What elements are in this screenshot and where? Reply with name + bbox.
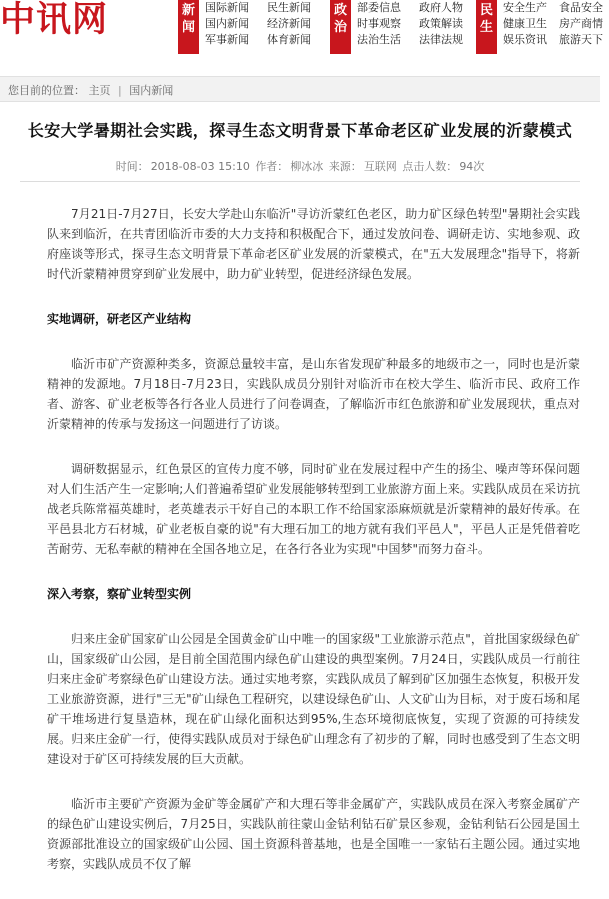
category-news-tab[interactable] xyxy=(178,0,199,54)
nav-link-policy-interpretation[interactable]: 政策解读 xyxy=(419,17,463,30)
meta-clicks: 94次 xyxy=(459,160,485,173)
nav-link-production-safety[interactable]: 安全生产 xyxy=(503,1,547,14)
site-header xyxy=(0,0,603,58)
meta-author: 柳冰冰 xyxy=(290,160,324,173)
nav-link-domestic-news[interactable]: 国内新闻 xyxy=(205,17,249,30)
breadcrumb-label: 您目前的位置： xyxy=(8,84,85,97)
meta-author-label: 作者： xyxy=(255,160,289,173)
politics-links xyxy=(357,0,481,48)
nav-link-entertainment[interactable]: 娱乐资讯 xyxy=(503,33,547,46)
breadcrumb-separator: | xyxy=(118,84,122,97)
nav-link-livelihood-news[interactable]: 民生新闻 xyxy=(267,1,311,14)
nav-link-economy-news[interactable]: 经济新闻 xyxy=(267,17,311,30)
nav-link-health[interactable]: 健康卫生 xyxy=(503,17,547,30)
site-logo[interactable]: 中讯网 xyxy=(0,0,109,40)
meta-clicks-label: 点击人数： xyxy=(402,160,458,173)
breadcrumb-home-link[interactable]: 主页 xyxy=(88,84,111,97)
nav-link-travel[interactable]: 旅游天下 xyxy=(559,33,603,46)
article-meta xyxy=(0,158,600,174)
article-paragraph: 归来庄金矿国家矿山公园是全国黄金矿山中唯一的国家级"工业旅游示范点"，首批国家级绿色矿山，国家级矿山公园，是目前全国范围内绿色矿山建设的典型案例。7月24日，实践队成员一行前往归来庄金矿考察绿色矿山建设方法。通过实地考察，实践队成员了解到矿区加强生态恢复，积极开发工业旅游资源，进行"三无"矿山绿色工程研究，以建设绿色矿山、人文矿山为目标，对于废石场和尾矿干堆场进行复垦造林，现在矿山绿化面积达到95%,生态环境彻底恢复，实现了资源的可持续发展。归来庄金矿一行，使得实践队成员对于绿色矿山理念有了初步的了解，同时也感受到了生态文明建设对于矿区可持续发展的巨大贡献。 xyxy=(47,632,580,766)
breadcrumb-bar xyxy=(0,76,600,102)
nav-link-government-people[interactable]: 政府人物 xyxy=(419,1,463,14)
meta-time-label: 时间： xyxy=(115,160,149,173)
article-body xyxy=(47,204,580,899)
section-heading: 实地调研，研老区产业结构 xyxy=(47,312,192,326)
news-links xyxy=(205,0,329,48)
article-title: 长安大学暑期社会实践，探寻生态文明背景下革命老区矿业发展的沂蒙模式 xyxy=(27,121,573,140)
category-livelihood-tab[interactable] xyxy=(476,0,497,54)
section-heading: 深入考察，察矿业转型实例 xyxy=(47,587,192,601)
article-paragraph: 调研数据显示，红色景区的宣传力度不够，同时矿业在发展过程中产生的扬尘、噪声等环保问题对人们生活产生一定影响;人们普遍希望矿业发展能够转型到工业旅游方面上来。实践队成员在采访抗战老兵陈常福英雄时，老英雄表示干好自己的本职工作不给国家添麻烦就是沂蒙精神的最好传承。在平邑县北方石材城，矿业老板自豪的说"有大理石加工的地方就有我们平邑人"，平邑人正是凭借着吃苦耐劳、无私奉献的精神在全国各地立足，在各行各业为实现"中国梦"而努力奋斗。 xyxy=(47,462,580,556)
article-paragraph: 临沂市矿产资源种类多，资源总量较丰富，是山东省发现矿种最多的地级市之一，同时也是沂蒙精神的发源地。7月18日-7月23日，实践队成员分别针对临沂市在校大学生、临沂市民、政府工作者、游客、矿业老板等各行各业人员进行了问卷调查，了解临沂市红色旅游和矿业发展现状，重点对沂蒙精神的传承与发扬这一问题进行了访谈。 xyxy=(47,357,580,431)
nav-link-real-estate[interactable]: 房产商情 xyxy=(559,17,603,30)
nav-link-international-news[interactable]: 国际新闻 xyxy=(205,1,249,14)
nav-link-sports-news[interactable]: 体育新闻 xyxy=(267,33,311,46)
livelihood-links xyxy=(503,0,609,48)
nav-link-ministry-info[interactable]: 部委信息 xyxy=(357,1,401,14)
meta-source: 互联网 xyxy=(363,160,397,173)
title-divider xyxy=(20,181,580,182)
meta-time: 2018-08-03 15:10 xyxy=(150,160,250,173)
category-politics-tab[interactable] xyxy=(330,0,351,54)
nav-link-laws-regulations[interactable]: 法律法规 xyxy=(419,33,463,46)
breadcrumb-domestic-news-link[interactable]: 国内新闻 xyxy=(129,84,174,97)
category-livelihood-label: 民生 xyxy=(479,3,493,35)
category-politics-label: 政治 xyxy=(333,3,347,35)
breadcrumb xyxy=(8,82,173,98)
category-news-label: 新闻 xyxy=(181,3,195,35)
nav-link-legal-life[interactable]: 法治生活 xyxy=(357,33,401,46)
meta-source-label: 来源： xyxy=(328,160,362,173)
nav-link-food-safety[interactable]: 食品安全 xyxy=(559,1,603,14)
nav-link-military-news[interactable]: 军事新闻 xyxy=(205,33,249,46)
article-paragraph: 临沂市主要矿产资源为金矿等金属矿产和大理石等非金属矿产，实践队成员在深入考察金属矿产的绿色矿山建设实例后，7月25日，实践队前往蒙山金钻利钻石矿景区参观，金钻利钻石公园是国土资源部批准设立的国家级矿山公园、国土资源科普基地，也是全国唯一一家钻石主题公园。通过实地考察，实践队成员不仅了解 xyxy=(47,797,580,871)
nav-link-current-affairs[interactable]: 时事观察 xyxy=(357,17,401,30)
article-paragraph: 7月21日-7月27日，长安大学赴山东临沂"寻访沂蒙红色老区，助力矿区绿色转型"暑期社会实践队来到临沂，在共青团临沂市委的大力支持和积极配合下，通过发放问卷、调研走访、实地参观、政府座谈等形式，探寻生态文明背景下革命老区矿业发展的沂蒙模式，在"五大发展理念"指导下，将新时代沂蒙精神贯穿到矿业发展中，助力矿业转型，促进经济绿色发展。 xyxy=(47,207,580,281)
